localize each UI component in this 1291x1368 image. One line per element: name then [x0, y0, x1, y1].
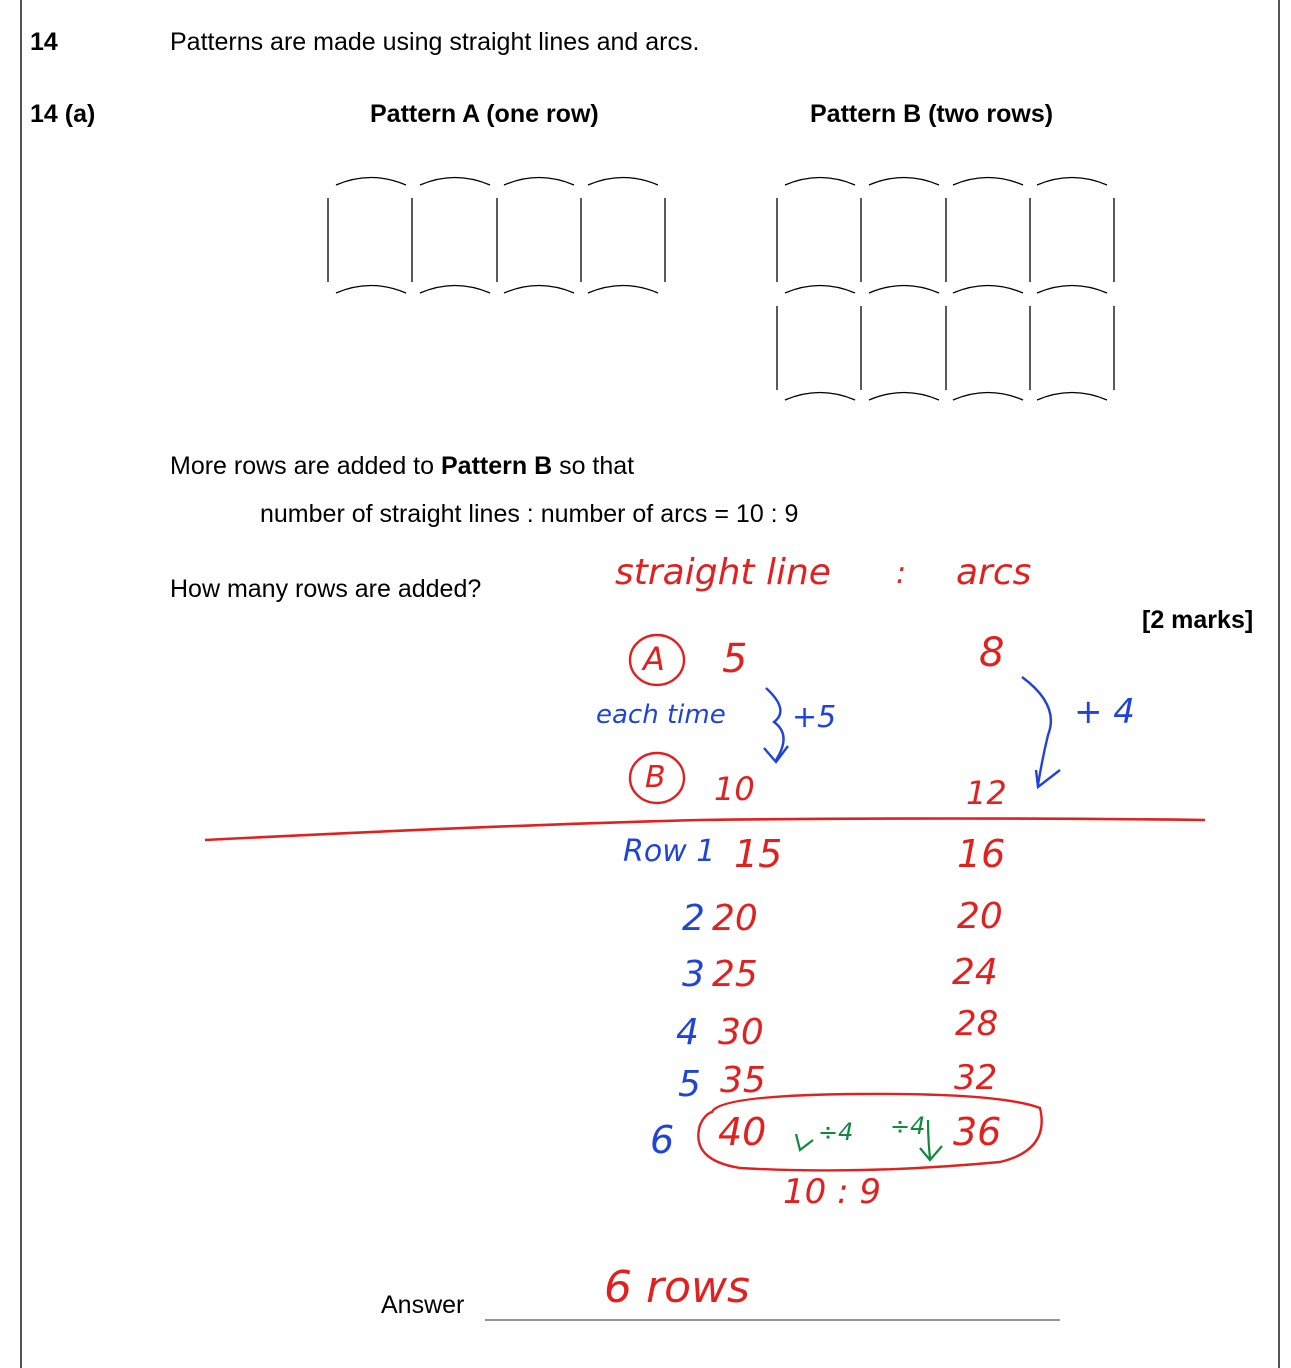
question-number: 14: [30, 28, 58, 56]
row-1-lines: 15: [734, 832, 783, 876]
row-2-lines: 20: [712, 898, 758, 939]
pattern-b-lines: 10: [714, 770, 755, 808]
simplified-ratio: 10 : 9: [783, 1172, 881, 1212]
plus-arcs: + 4: [1074, 692, 1135, 732]
row-6-lines: 40: [718, 1110, 767, 1154]
pattern-b-title: Pattern B (two rows): [810, 100, 1054, 128]
pattern-a-title: Pattern A (one row): [370, 100, 599, 128]
marks-label: [2 marks]: [1142, 606, 1254, 634]
label-a: A: [643, 640, 665, 678]
divide-by-4-right: ÷4: [890, 1112, 926, 1140]
row-4-arcs: 28: [955, 1004, 999, 1044]
row-4-lines: 30: [718, 1012, 764, 1053]
row-5-label: 5: [678, 1064, 701, 1105]
row-4-label: 4: [676, 1012, 699, 1053]
question-intro: Patterns are made using straight lines and arcs.: [170, 28, 700, 56]
pattern-b-figure: [777, 178, 1114, 401]
question-part-label: 14 (a): [30, 100, 96, 128]
pattern-a-arcs: 8: [979, 630, 1005, 676]
more-rows-sentence: More rows are added to Pattern B so that: [170, 452, 635, 480]
pattern-a-figure: [328, 178, 665, 294]
pattern-a-lines: 5: [722, 636, 748, 682]
divide-by-4-left: ÷4: [818, 1118, 854, 1146]
plus-lines: +5: [792, 700, 837, 735]
row-5-lines: 35: [720, 1060, 766, 1101]
label-b: B: [645, 760, 666, 795]
bracket-lines: [766, 688, 784, 760]
row-1-arcs: 16: [957, 832, 1006, 876]
row-3-label: 3: [682, 954, 705, 995]
row-2-label: 2: [682, 898, 705, 939]
row-2-arcs: 20: [957, 896, 1003, 937]
pattern-b-arcs: 12: [966, 774, 1007, 812]
row-5-arcs: 32: [954, 1058, 998, 1098]
green-arrow-left: [796, 1134, 813, 1150]
header-straight-line: straight line: [615, 552, 831, 593]
final-answer: 6 rows: [604, 1262, 750, 1313]
each-time-note: each time: [596, 700, 726, 730]
ratio-statement: number of straight lines : number of arcs = 10 : 9: [260, 500, 799, 528]
row-3-lines: 25: [712, 954, 758, 995]
row-3-arcs: 24: [952, 952, 998, 993]
row-6-label: 6: [650, 1118, 675, 1162]
row-1-label: Row 1: [623, 834, 716, 869]
header-arcs: arcs: [956, 552, 1032, 593]
row-6-arcs: 36: [953, 1110, 1002, 1154]
answer-label: Answer: [381, 1291, 465, 1319]
question-ask: How many rows are added?: [170, 575, 482, 603]
bracket-arcs: [1022, 677, 1051, 785]
header-colon: :: [896, 556, 907, 591]
